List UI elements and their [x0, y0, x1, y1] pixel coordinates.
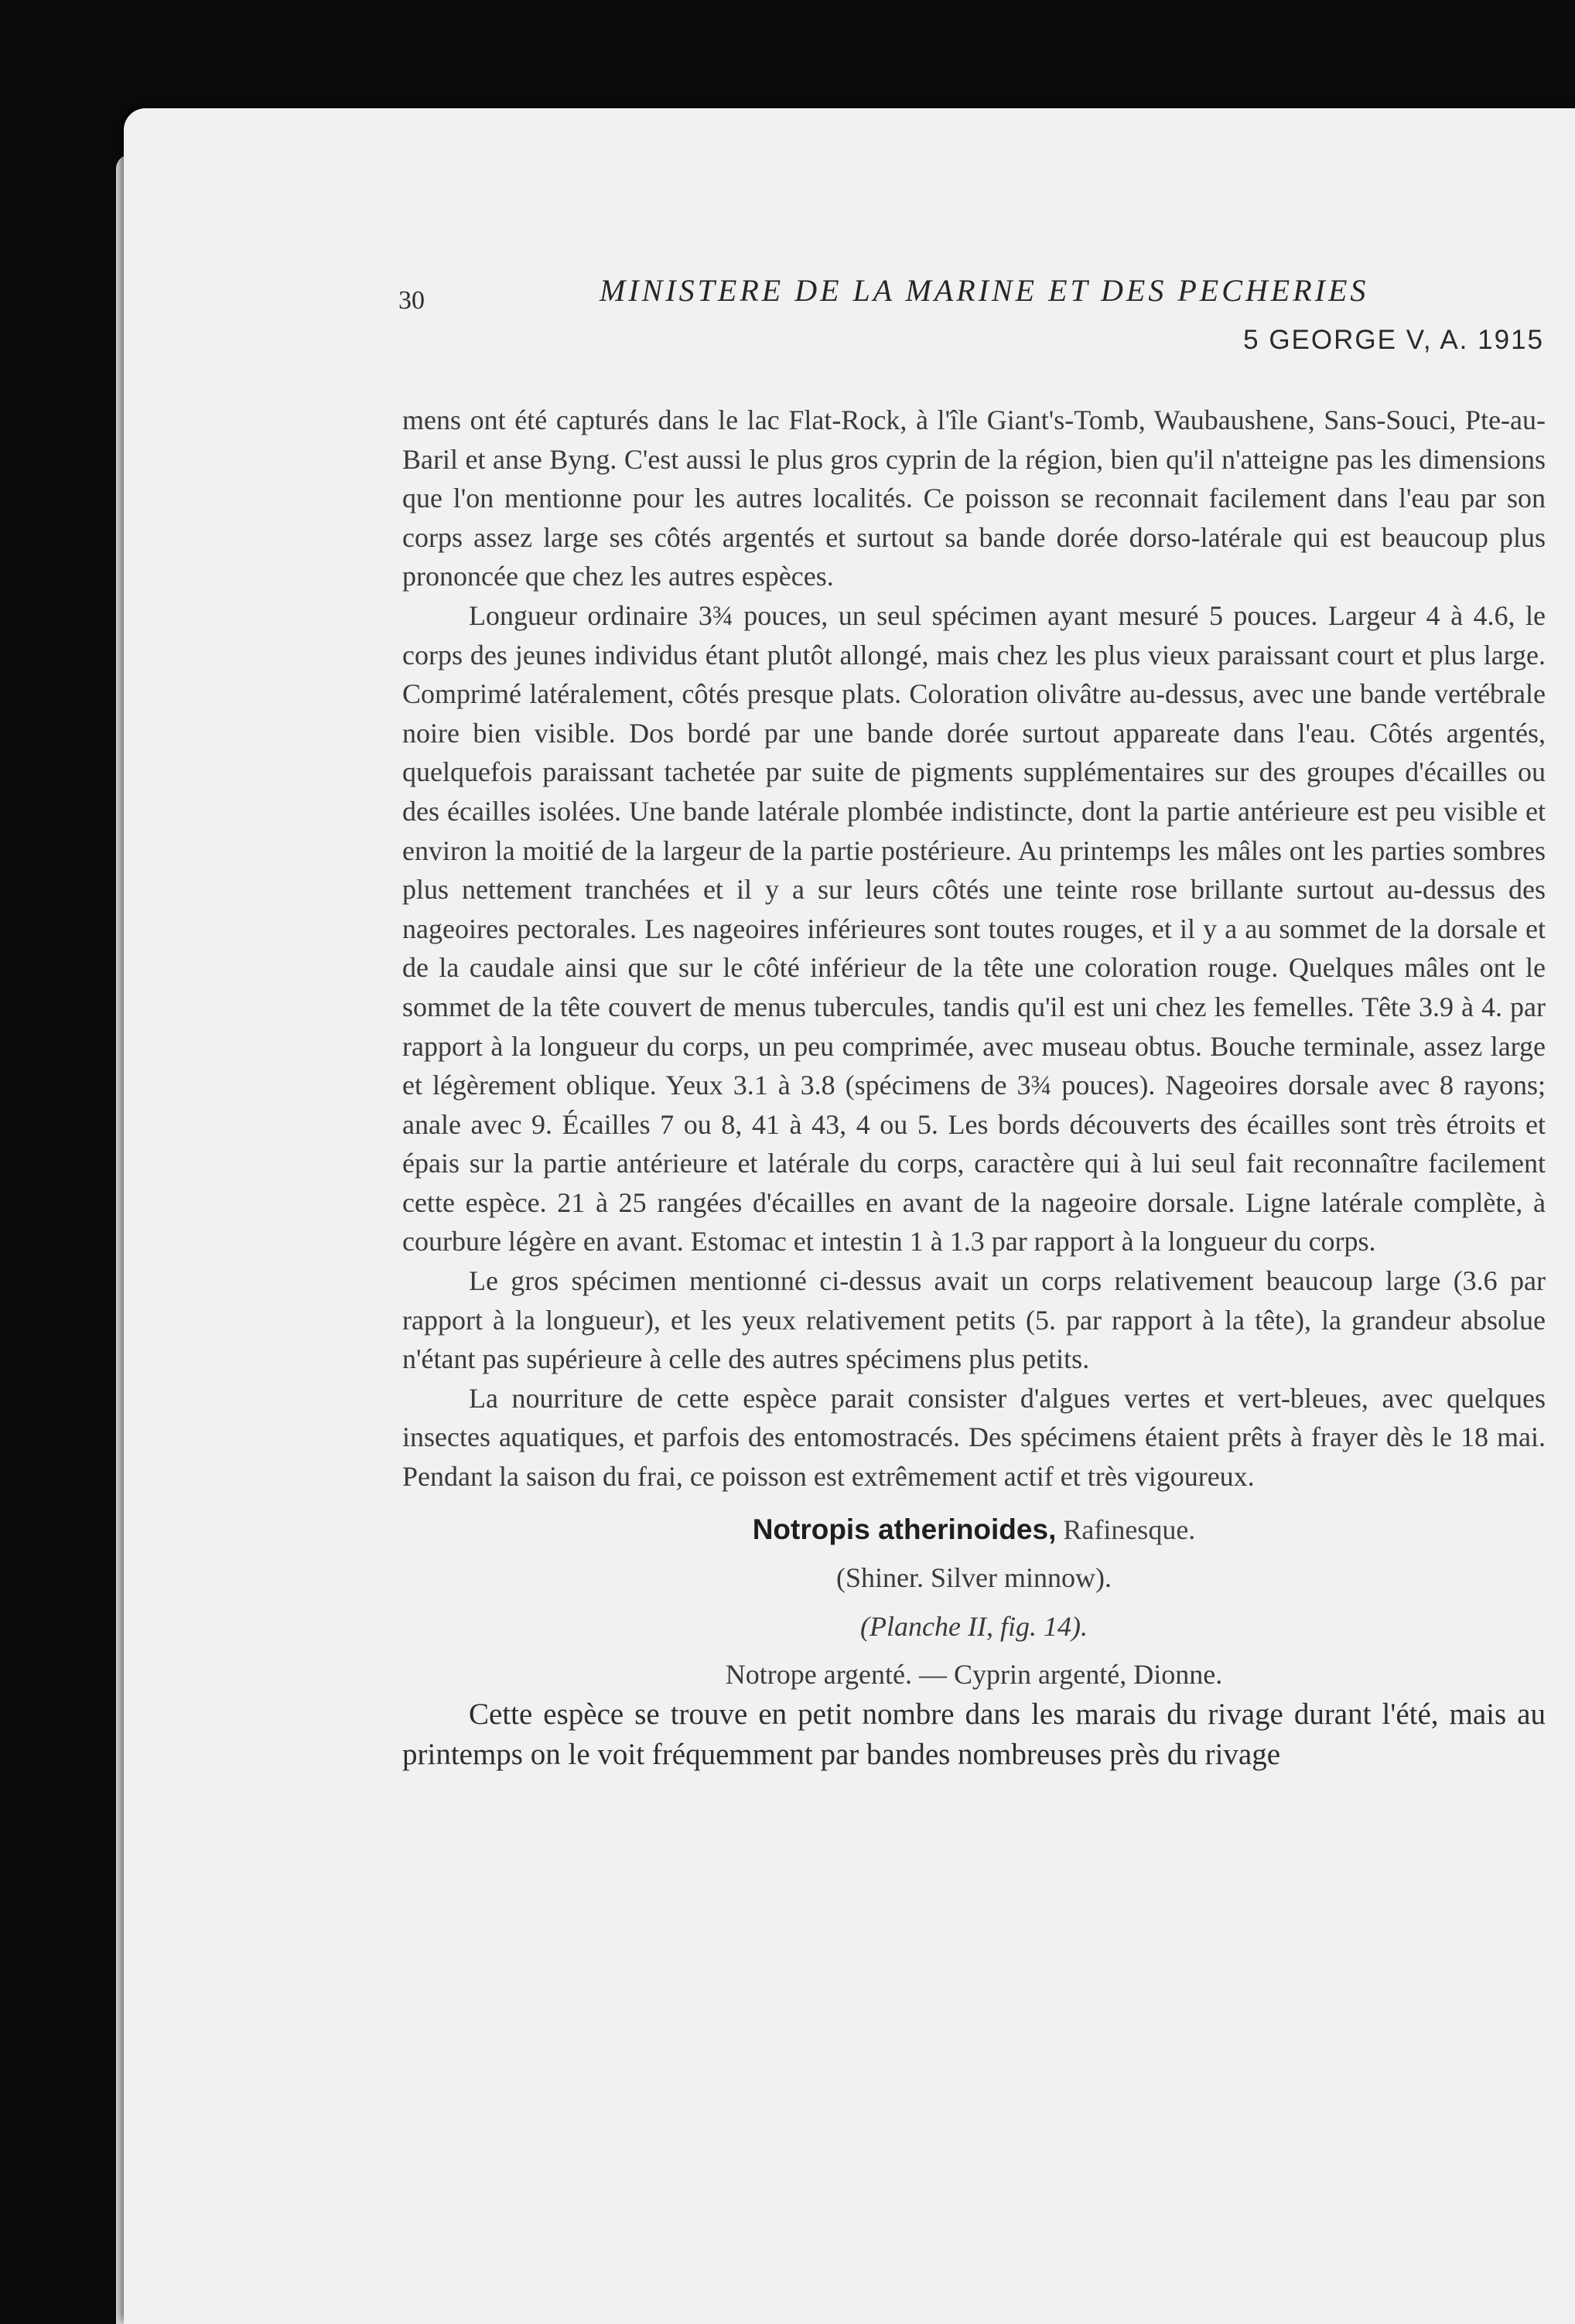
page-header	[275, 272, 1543, 319]
species-author: Rafinesque.	[1063, 1514, 1196, 1545]
species-name: Notropis atherinoides,	[752, 1513, 1057, 1545]
edition-label: 5 GEORGE V, A. 1915	[1243, 325, 1544, 355]
french-names: Notrope argenté. — Cyprin argenté, Dionne.	[725, 1659, 1223, 1691]
page-number: 30	[398, 286, 425, 315]
plate-reference: (Planche II, fig. 14).	[860, 1610, 1088, 1642]
paragraph: Le gros spécimen mentionné ci-dessus avait un corps relativement beaucoup large (3.6 par rapport à la longueur), et les yeux relativement petits (5. par rapport à la tête), la grandeur absolue n'étant pas supérieure à celle des autres spécimens plus petits.	[402, 1265, 1546, 1375]
species-heading	[402, 1510, 1546, 1550]
paragraph: mens ont été capturés dans le lac Flat-Rock, à l'île Giant's-Tomb, Waubaushene, Sans-Souci, Pte-au-Baril et anse Byng. C'est aussi le plus gros cyprin de la région, bien qu'il n'atteigne pas les dimensions que l'on mentionne pour les autres localités. Ce poisson se reconnait facilement dans l'eau par son corps assez large ses côtés argentés et surtout sa bande dorée dorso-latérale qui est beaucoup plus prononcée que chez les autres espèces.	[402, 404, 1546, 592]
common-names: (Shiner. Silver minnow).	[836, 1562, 1112, 1594]
paragraph: La nourriture de cette espèce parait consister d'algues vertes et vert-bleues, avec quelques insectes aquatiques, et parfois des entomostracés. Des spécimens étaient prêts à frayer dès le 18 mai. Pendant la saison du frai, ce poisson est extrêmement actif et très vigoureux.	[402, 1382, 1546, 1493]
final-paragraph: Cette espèce se trouve en petit nombre dans les marais du rivage durant l'été, mais au printemps on le voit fréquemment par bandes nombreuses près du rivage	[402, 1698, 1546, 1771]
paragraph: Longueur ordinaire 3¾ pouces, un seul spécimen ayant mesuré 5 pouces. Largeur 4 à 4.6, le corps des jeunes individus étant plutôt allongé, mais chez les plus vieux paraissant court et plus large. Comprimé latéralement, côtés presque plats. Coloration olivâtre au-dessus, avec une bande vertébrale noire bien visible. Dos bordé par une bande dorée surtout appareate dans l'eau. Côtés argentés, quelquefois paraissant tachetée par suite de pigments supplémentaires sur des groupes d'écailles ou des écailles isolées. Une bande latérale plombée indistincte, dont la partie antérieure est peu visible et environ la moitié de la largeur de la partie postérieure. Au printemps les mâles ont les parties sombres plus nettement tranchées et il y a sur leurs côtés une teinte rose brillante surtout au-dessus des nageoires pectorales. Les nageoires inférieures sont toutes rouges, et il y a au sommet de la dorsale et de la caudale ainsi que sur le côté inférieur de la tête une coloration rouge. Quelques mâles ont le sommet de la tête couvert de menus tubercules, tandis qu'il est uni chez les femelles. Tête 3.9 à 4. par rapport à la longueur du corps, un peu comprimée, avec museau obtus. Bouche terminale, assez large et légèrement oblique. Yeux 3.1 à 3.8 (spécimens de 3¾ pouces). Nageoires dorsale avec 8 rayons; anale avec 9. Écailles 7 ou 8, 41 à 43, 4 ou 5. Les bords découverts des écailles sont très étroits et épais sur la partie antérieure et latérale du corps, caractère qui à lui seul fait reconnaître facilement cette espèce. 21 à 25 rangées d'écailles en avant de la nageoire dorsale. Ligne latérale complète, à courbure légère en avant. Estomac et intestin 1 à 1.3 par rapport à la longueur du corps.	[402, 599, 1546, 1258]
body-text	[402, 401, 1546, 1775]
running-title: MINISTERE DE LA MARINE ET DES PECHERIES	[600, 273, 1369, 308]
